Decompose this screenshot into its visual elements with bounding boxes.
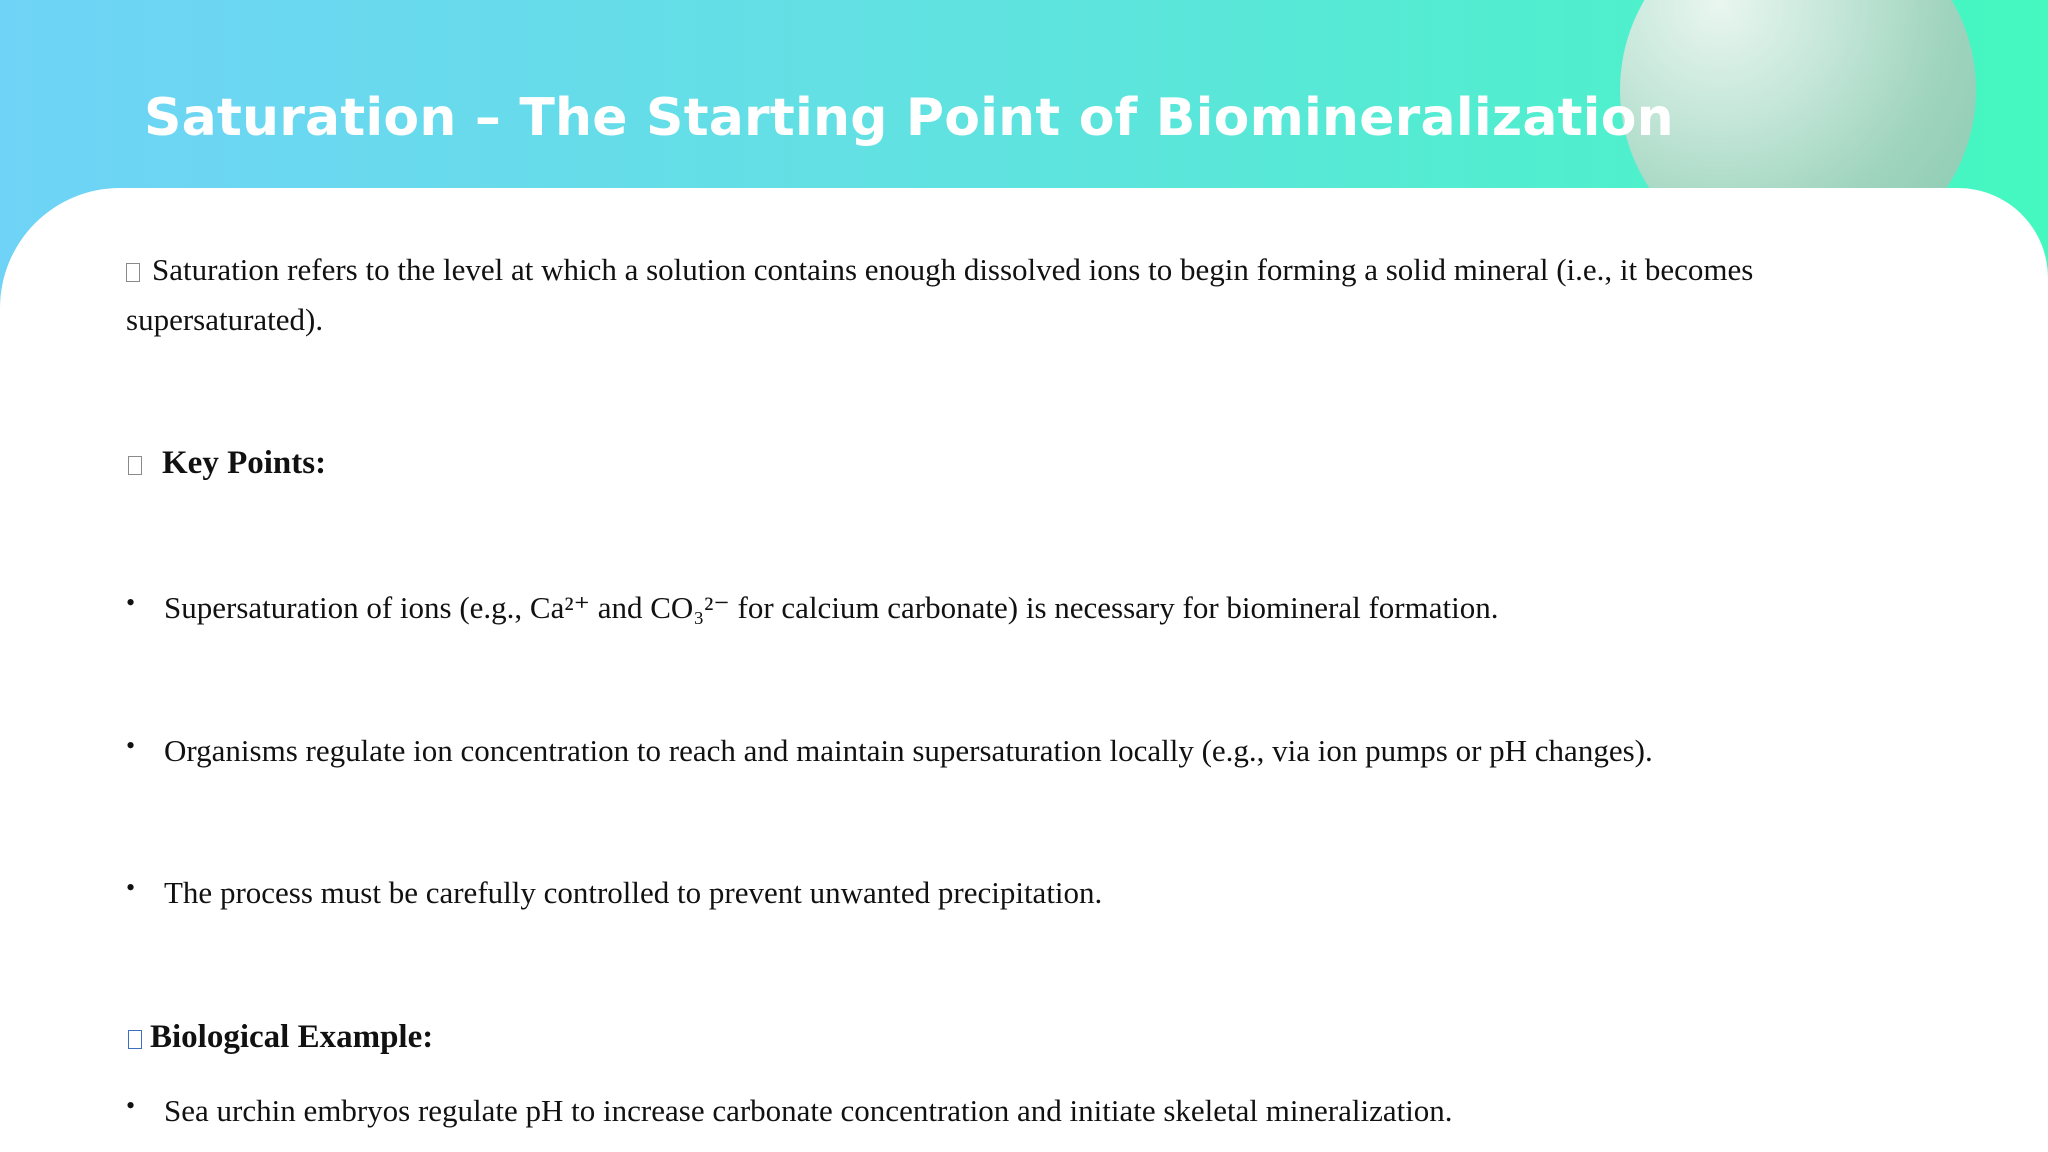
key-points-heading-text: Key Points: — [162, 445, 327, 481]
intro-text-line2: supersaturated). — [126, 302, 324, 337]
intro-text-line1: Saturation refers to the level at which a solution contains enough dissolved ions to begin forming a solid mineral (i.e., it becomes — [152, 252, 1754, 287]
placeholder-box-icon — [128, 456, 142, 475]
key-points-heading — [128, 438, 326, 488]
key-point-item: Organisms regulate ion concentration to reach and maintain supersaturation locally (e.g., via ion pumps or pH changes). — [164, 733, 1653, 768]
key-point-item: Supersaturation of ions (e.g., Ca²⁺ and CO₃²⁻ for calcium carbonate) is necessary for biomineral formation. — [164, 590, 1499, 625]
example-item: Sea urchin embryos regulate pH to increase carbonate concentration and initiate skeletal mineralization. — [164, 1093, 1453, 1128]
slide-title: Saturation – The Starting Point of Biomineralization — [144, 88, 1674, 148]
bullet-dot: • — [126, 873, 136, 902]
placeholder-box-icon — [128, 1030, 142, 1049]
bullet-dot: • — [126, 588, 136, 617]
example-heading-text: Biological Example: — [150, 1019, 434, 1055]
key-point-item: The process must be carefully controlled to prevent unwanted precipitation. — [164, 875, 1103, 910]
example-heading — [128, 1012, 433, 1062]
bullet-dot: • — [126, 1091, 136, 1120]
bullet-dot: • — [126, 731, 136, 760]
placeholder-box-icon — [126, 263, 140, 282]
intro-paragraph — [126, 245, 1926, 345]
